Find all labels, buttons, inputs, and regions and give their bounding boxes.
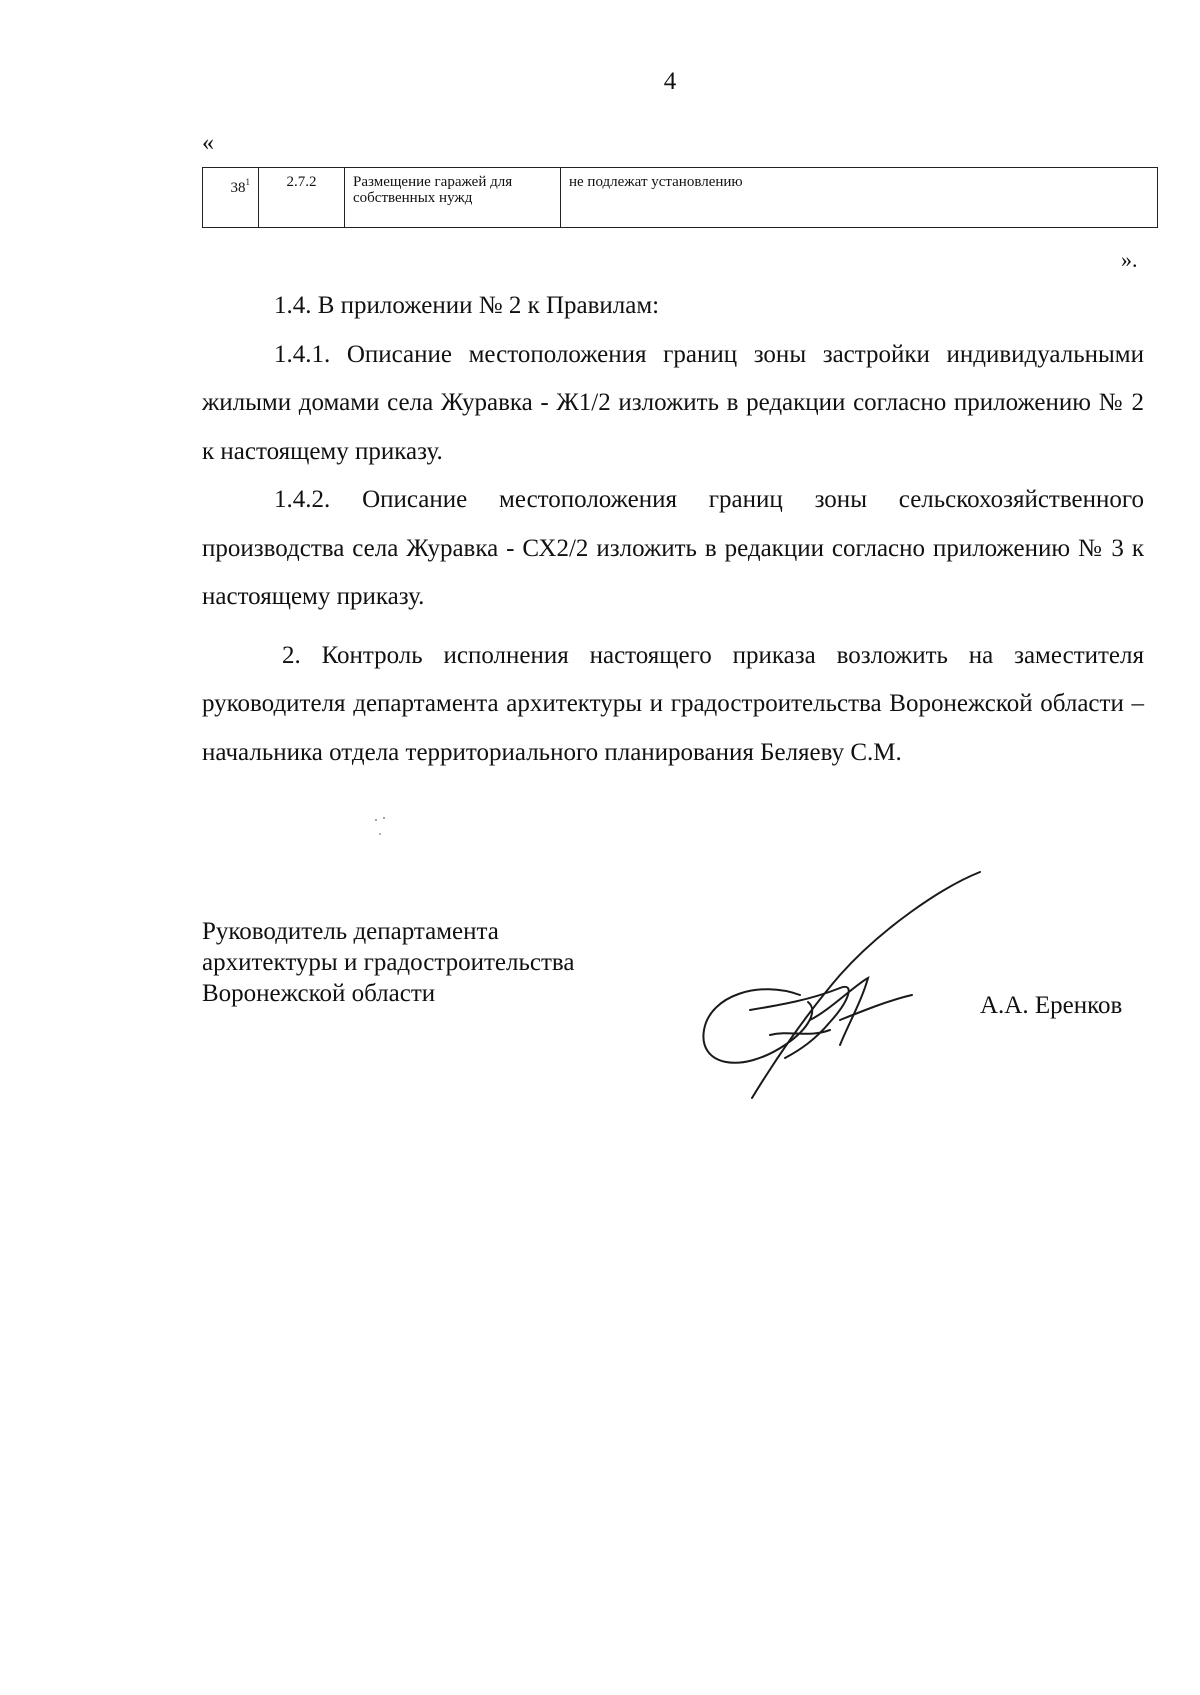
row-code-cell: 2.7.2	[259, 168, 345, 228]
row-number-cell	[203, 168, 259, 228]
signer-title-line-3: Воронежской области	[202, 980, 436, 1007]
handwritten-signature	[690, 860, 1020, 1110]
row-value-cell: не подлежат установлению	[561, 168, 1158, 228]
table-row	[203, 168, 1158, 228]
page-number: 4	[663, 68, 677, 95]
signer-name: А.А. Еренков	[980, 992, 1123, 1019]
close-quote: ».	[1121, 247, 1138, 272]
row-name-cell: Размещение гаражей для собственных нужд	[345, 168, 561, 228]
signer-title	[202, 916, 722, 1009]
paragraph-2: 2. Контроль исполнения настоящего приказа возложить на заместителя руководителя департамента архитектуры и градостроительства Воронежской области – начальника отдела территориального планирования Беляеву С.М.	[202, 641, 1144, 766]
open-quote: «	[202, 130, 214, 156]
paragraph-1-4-2: 1.4.2. Описание местоположения границ зоны сельскохозяйственного производства села Журавка - СХ2/2 изложить в редакции согласно приложению № 3 к настоящему приказу.	[202, 486, 1144, 610]
scan-artifact	[370, 812, 410, 842]
paragraph-1-4-1: 1.4.1. Описание местоположения границ зоны застройки индивидуальными жилыми домами села Журавка - Ж1/2 изложить в редакции согласно приложению № 2 к настоящему приказу.	[202, 340, 1144, 465]
row-number: 38	[230, 180, 246, 196]
row-number-superscript: 1	[245, 177, 250, 187]
document-body	[202, 282, 1144, 777]
paragraph-1-4: 1.4. В приложении № 2 к Правилам:	[274, 292, 660, 319]
signer-title-line-2: архитектуры и градостроительства	[202, 949, 575, 976]
signer-title-line-1: Руководитель департамента	[202, 918, 499, 945]
amendment-table	[202, 167, 1158, 228]
